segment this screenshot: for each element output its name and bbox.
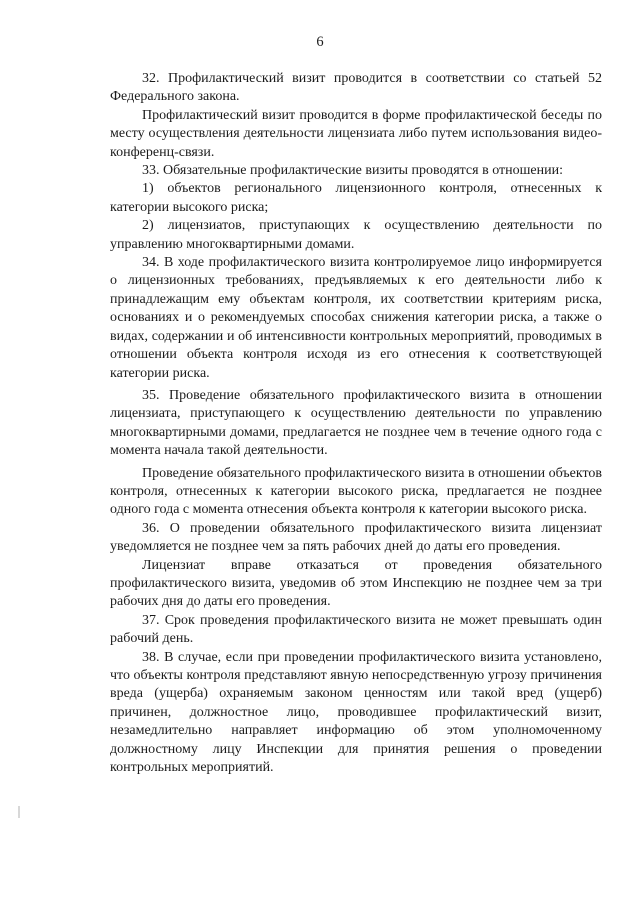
document-body — [110, 70, 602, 777]
paragraph-33: 33. Обязательные профилактические визиты проводятся в отношении: — [142, 163, 563, 179]
paragraph-32-form: Профилактический визит проводится в форме профилактической беседы по месту осуществления деятельности лицензиата либо путем использования видео-конференц-связи. — [110, 107, 602, 160]
scan-artifact — [18, 806, 20, 818]
paragraph-35: 35. Проведение обязательного профилактического визита в отношении лицензиата, приступающего к осуществлению деятельности по управлению многоквартирными домами, предлагается не позднее чем в течение одного года с момента начала такой деятельности. — [110, 387, 602, 459]
paragraph-36-refusal: Лицензиат вправе отказаться от проведения обязательного профилактического визита, уведомив об этом Инспекцию не позднее чем за три рабочих дня до даты его проведения. — [110, 557, 602, 610]
paragraph-34: 34. В ходе профилактического визита контролируемое лицо информируется о лицензионных требованиях, предъявляемых к его деятельности либо к принадлежащим ему объектам контроля, их соответствии критериям риска, основаниях и о рекомендуемых способах снижения категории риска, а также о видах, содержании и об интенсивности контрольных мероприятий, проводимых в отношении объекта контроля исходя из его отнесения к соответствующей категории риска. — [110, 255, 602, 381]
paragraph-32: 32. Профилактический визит проводится в соответствии со статьей 52 Федерального закона. — [110, 71, 602, 105]
paragraph-33-item-1: 1) объектов регионального лицензионного контроля, отнесенных к категории высокого риска; — [110, 181, 602, 215]
paragraph-37: 37. Срок проведения профилактического визита не может превышать один рабочий день. — [110, 612, 602, 647]
paragraph-38: 38. В случае, если при проведении профилактического визита установлено, что объекты контроля представляют явную непосредственную угрозу причинения вреда (ущерба) охраняемым законом ценностям или такой вред (ущерб) причинен, должностное лицо, проводившее профилактический визит, незамедлительно направляет информацию об этом уполномоченному должностному лицу Инспекции для принятия решения о проведении контрольных мероприятий. — [110, 649, 602, 776]
paragraph-35-high-risk: Проведение обязательного профилактического визита в отношении объектов контроля, отнесенных к категории высокого риска, предлагается не позднее одного года с момента отнесения объекта контроля к категории высокого риска. — [110, 465, 602, 518]
paragraph-36: 36. О проведении обязательного профилактического визита лицензиат уведомляется не позднее чем за пять рабочих дней до даты его проведения. — [110, 520, 602, 555]
paragraph-33-item-2: 2) лицензиатов, приступающих к осуществлению деятельности по управлению многоквартирными домами. — [110, 218, 602, 252]
page-number: 6 — [316, 34, 324, 50]
